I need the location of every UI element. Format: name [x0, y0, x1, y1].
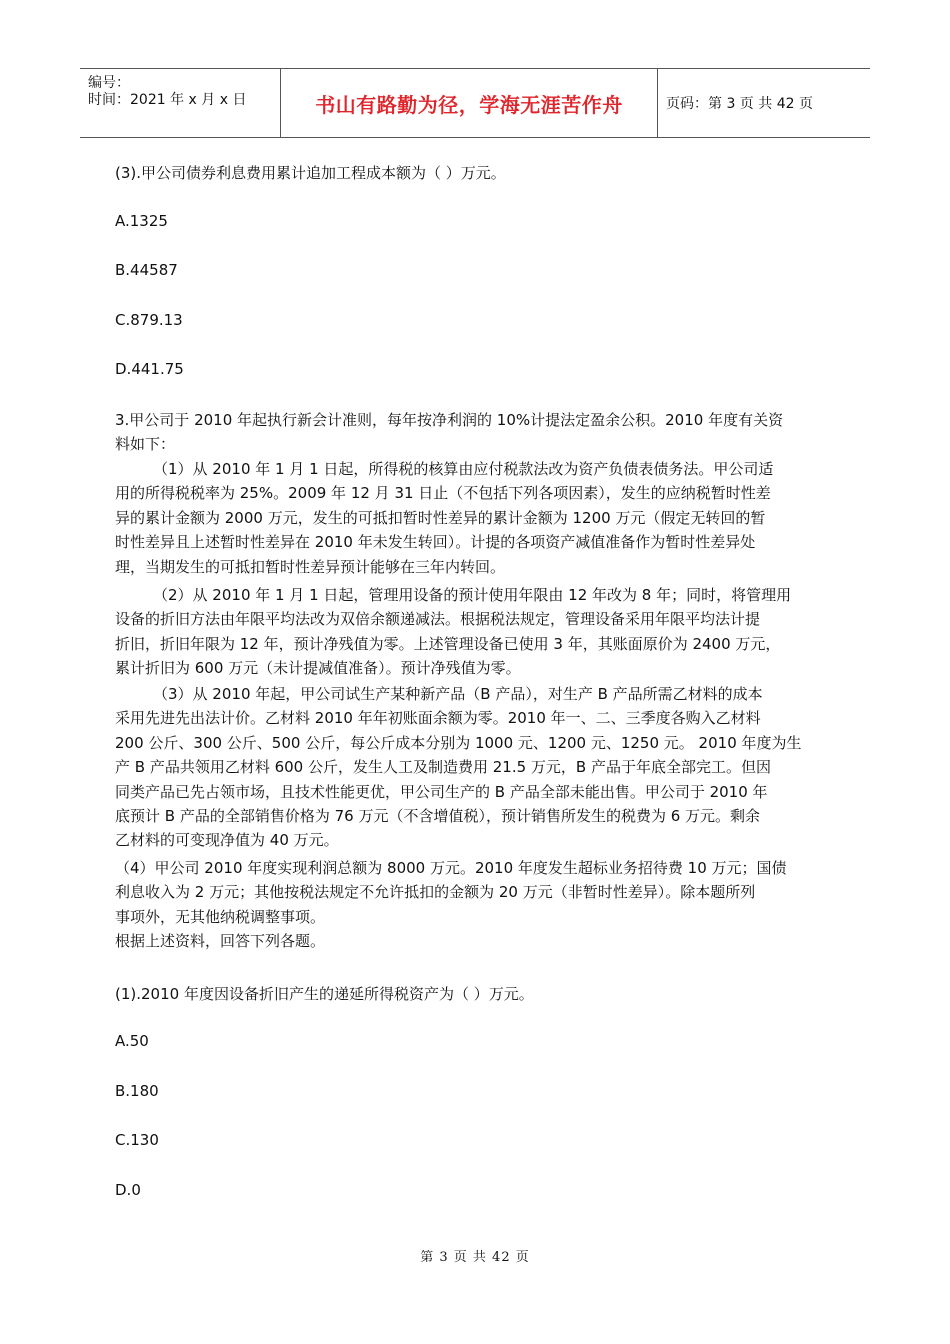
item2-line: 累计折旧为 600 万元（未计提减值准备）。预计净残值为零。: [115, 659, 521, 678]
item3-line: 采用先进先出法计价。乙材料 2010 年年初账面余额为零。2010 年一、二、三季度各购入乙材料: [115, 709, 761, 728]
case3-item4: [115, 856, 843, 954]
item2-line: 折旧，折旧年限为 12 年，预计净残值为零。上述管理设备已使用 3 年，其账面原价为 2400 万元，: [115, 634, 781, 653]
case3-intro-line: 料如下：: [115, 435, 176, 454]
case3-intro: [115, 408, 843, 457]
item4-line: 根据上述资料，回答下列各题。: [115, 932, 326, 951]
page-footer: 第 3 页 共 42 页: [420, 1250, 530, 1265]
item3-line: 产 B 产品共领用乙材料 600 公斤，发生人工及制造费用 21.5 万元，B 产品于年底全部完工。但因: [115, 758, 771, 777]
item1-line: 理，当期发生的可抵扣暂时性差异预计能够在三年内转回。: [115, 557, 506, 576]
header-page-label: 页码：第 3 页 共 42 页: [666, 96, 813, 112]
q3-option-a: A.1325: [115, 212, 168, 230]
header-motto-cell: [281, 69, 658, 137]
item3-line: 底预计 B 产品的全部销售价格为 76 万元（不含增值税），预计销售所发生的税费为 6 万元。剩余: [115, 807, 761, 826]
header-left-cell: [80, 69, 281, 137]
case3-item3: [115, 682, 843, 853]
item1-line: （1）从 2010 年 1 月 1 日起，所得税的核算由应付税款法改为资产负债表债务法。甲公司适: [153, 460, 774, 478]
date-label: 时间：2021 年 x 月 x 日: [88, 92, 247, 108]
case3-item1: [115, 457, 843, 579]
case3-intro-line: 3.甲公司于 2010 年起执行新会计准则，每年按净利润的 10%计提法定盈余公积。2010 年度有关资: [115, 411, 784, 429]
item4-line: 利息收入为 2 万元；其他按税法规定不允许抵扣的金额为 20 万元（非暂时性差异）。除本题所列: [115, 883, 756, 902]
q1-option-b: B.180: [115, 1082, 159, 1100]
item2-line: 设备的折旧方法由年限平均法改为双倍余额递减法。根据税法规定，管理设备采用年限平均法计提: [115, 610, 761, 629]
item4-line: 事项外，无其他纳税调整事项。: [115, 907, 326, 926]
q3-option-b: B.44587: [115, 261, 178, 279]
q1-option-d: D.0: [115, 1181, 141, 1199]
item1-line: 时性差异且上述暂时性差异在 2010 年未发生转回）。计提的各项资产减值准备作为暂时性差异处: [115, 533, 756, 552]
q3-option-d: D.441.75: [115, 360, 184, 378]
item1-line: 用的所得税税率为 25%。2009 年 12 月 31 日止（不包括下列各项因素），发生的应纳税暂时性差: [115, 484, 771, 503]
item3-line: 200 公斤、300 公斤、500 公斤，每公斤成本分别为 1000 元、1200 元、1250 元。 2010 年度为生: [115, 733, 802, 752]
serial-label: 编号：: [88, 75, 130, 91]
item3-line: 乙材料的可变现净值为 40 万元。: [115, 831, 339, 850]
q1-option-c: C.130: [115, 1131, 159, 1149]
header-motto: 书山有路勤为径，学海无涯苦作舟: [315, 92, 623, 117]
q1-option-a: A.50: [115, 1032, 149, 1050]
item4-line: （4）甲公司 2010 年度实现利润总额为 8000 万元。2010 年度发生超标业务招待费 10 万元；国债: [115, 859, 787, 877]
item3-line: （3）从 2010 年起，甲公司试生产某种新产品（B 产品），对生产 B 产品所需乙材料的成本: [153, 685, 763, 703]
item2-line: （2）从 2010 年 1 月 1 日起，管理用设备的预计使用年限由 12 年改为 8 年；同时，将管理用: [153, 586, 792, 604]
case3-item2: [115, 583, 843, 681]
header-page-cell: [658, 69, 870, 137]
q1-stem: (1).2010 年度因设备折旧产生的递延所得税资产为（ ）万元。: [115, 985, 534, 1003]
page-header: [80, 68, 870, 138]
item3-line: 同类产品已先占领市场，且技术性能更优，甲公司生产的 B 产品全部未能出售。甲公司于 2010 年: [115, 782, 768, 801]
q3-stem: (3).甲公司债券利息费用累计追加工程成本额为（ ）万元。: [115, 164, 506, 182]
q3-option-c: C.879.13: [115, 311, 183, 329]
item1-line: 异的累计金额为 2000 万元，发生的可抵扣暂时性差异的累计金额为 1200 万元（假定无转回的暂: [115, 508, 766, 527]
